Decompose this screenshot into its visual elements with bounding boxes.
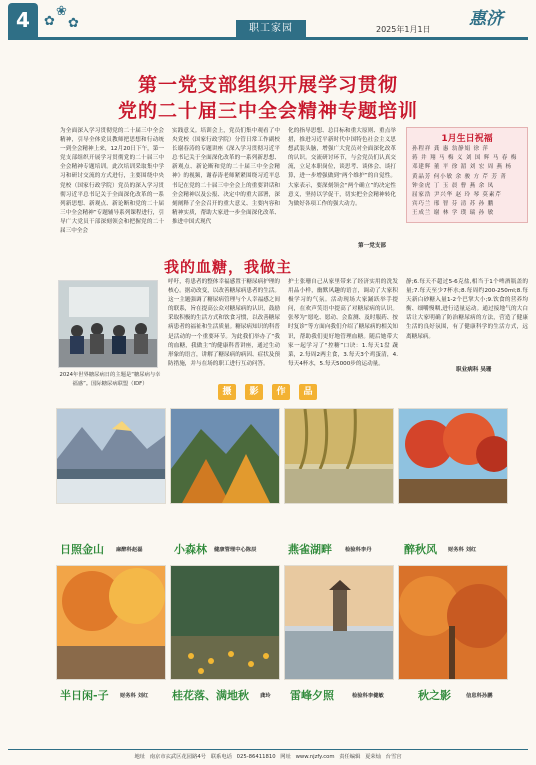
photo-autumn-wind — [398, 408, 508, 504]
headline-line-2: 党的二十届三中全会精神专题培训 — [117, 100, 418, 122]
photo-leifeng-pagoda — [284, 565, 394, 680]
photo-autumn-shadow — [398, 565, 508, 680]
birthday-row: 黄晶芳 何小敏 余 骏 方 芹 芳 菁 — [412, 173, 507, 180]
photo-title: 秋之影 — [418, 689, 451, 702]
photo-author: 信息科孙鹏 — [466, 693, 493, 699]
photo-author: 麻醉科赵磊 — [116, 547, 143, 553]
photo-half-day-leisure — [56, 565, 166, 680]
photo-small-forest — [170, 408, 280, 504]
meeting-photo-caption: 2024年世界糖尿病日的主题是“糖尿病与幸福感”。国际糖尿病联盟（IDF） — [59, 372, 161, 387]
photo-title: 日照金山 — [60, 543, 104, 556]
photo-sunlit-mountain — [56, 408, 166, 504]
birthday-row: 钟金虎 丁 玉 晨 曹 燕 余 凤 — [412, 182, 494, 189]
banner-char: 品 — [299, 384, 317, 400]
photo-author: 财务科 刘红 — [448, 547, 477, 553]
flower-icon: ✿ — [44, 14, 55, 29]
health-article-signature: 职业病科 吴珊 — [456, 367, 492, 373]
photo-author: 财务科 刘红 — [120, 693, 149, 699]
health-article-col-3: 静;6.每天不超过5-6克盐,相当于1个啤酒瓶盖的量;7.每天至少7杯水;8.每周约200-250ml;8.每天新白砂糖入量1-2个巴掌大小;9.饮食的营养均衡、细嚼慢咽,进行适量运动。通过接地气的大白话让大家明确了防治糖尿病的方法，营造了健康生活的良好氛围，有了健康科学的生活方式，远离糖尿病。 — [406, 279, 528, 340]
section-tab: 职工家园 — [236, 20, 306, 37]
meeting-photo — [58, 280, 158, 368]
banner-char: 摄 — [218, 384, 236, 400]
photo-lake-willow — [284, 408, 394, 504]
lead-article-col-3: 化的指导思想、总目标和重大原则、重点举措，推进习近平新时代中国特色社会主义思想武装头脑，增强广大党员对全面深化改革的认识。交流研讨环节，与会党员们认真交流，立足本职岗位，谈思考、谈体会、谈打算，进一步增强做到“两个维护”的自觉性。大家表示，要深刻领会“两个确立”的决定性意义，坚持以学促干，切实把全会精神转化为做好各项工作的强大动力。 — [288, 128, 396, 207]
lead-article-col-2: 实践意义。培训会上，党员们集中观看了中央党校（国家行政学院）分管日常工作副校长谢春涛的专题讲座《深入学习贯彻习近平总书记关于全面深化改革的一系列新思想、新观点、新论断和党的二十届三中全会精神》的视频，谢春涛老师紧紧围绕习近平总书记在党的二十届三中全会上的重要讲话和全会精神以及公报、决定中的重大部署，深刻阐释了全会召开的重大意义、主要内容和精神实质，帮助大家进一步全面深化改革、推进中国式现代 — [172, 128, 280, 225]
photo-title: 醉秋风 — [404, 543, 437, 556]
photo-author: 健康管理中心陈辰 — [214, 547, 257, 553]
photo-title: 燕雀湖畔 — [288, 543, 332, 556]
health-article-headline: 我的血糖，我做主 — [163, 258, 292, 276]
photo-author: 检验科李丹 — [345, 547, 372, 553]
photo-author: 检验科李健敏 — [352, 693, 384, 699]
headline-line-1: 第一党支部组织开展学习贯彻 — [137, 74, 398, 96]
health-article-col-1: 呼吁，将患者的整体幸福感置于糖尿病护理的核心。据动改变，以改善糖尿病患者的生活。这一主题强调了糖尿病管理与个人幸福感之间的联系，旨在提高公众对糖尿病的认识，鼓励采取积极的生活方式和饮食习惯，以改善糖尿病患者的福祉和生活质量。糖尿病知识的科普是活动的一个重要环节。为此我们举办了“我的血糖，我做主”的健康科普讲座，通过生动形象的语言，讲解了糖尿病的病因、症状及预防措施，并与在场的职工进行互动问答。 — [168, 279, 280, 367]
photo-osmanthus-fall — [170, 565, 280, 680]
header-rule — [8, 37, 528, 40]
birthday-row: 邓建辉 董 平 徐 湄 刘 宏 周 燕 杨 — [412, 164, 512, 171]
photo-title: 桂花落、满地秋 — [172, 689, 249, 702]
photo-title: 半日闲-子 — [60, 689, 109, 702]
gallery-banner — [218, 384, 318, 400]
photo-title: 雷峰夕照 — [290, 689, 334, 702]
banner-char: 作 — [272, 384, 290, 400]
footer-rule — [8, 749, 528, 750]
birthday-row: 王成兰 谢 林 学 璞 瑞 孙 敏 — [412, 210, 494, 217]
photo-title: 小森林 — [174, 543, 207, 556]
banner-char: 影 — [245, 384, 263, 400]
lead-article-signature: 第一党支部 — [358, 243, 386, 249]
newspaper-logo: 惠济 — [469, 9, 503, 29]
birthday-row: 宾巧兰 邢 智 芬 清 苏 孙 鹏 — [412, 201, 494, 208]
photo-author: 龚玲 — [260, 693, 271, 699]
birthday-box — [406, 127, 528, 223]
birthday-names — [412, 145, 524, 219]
page-number: 4 — [8, 3, 38, 37]
flower-icon: ✿ — [68, 16, 79, 31]
birthday-row: 屈家浩 尹兴华 赵 玲 琴 莫素芹 — [412, 192, 502, 199]
birthday-title: 1月生日祝福 — [441, 134, 493, 144]
flower-icon: ❀ — [56, 4, 67, 19]
birthday-row: 孙程祥 龚 惠 翁静娟 徐 萍 — [412, 146, 489, 152]
footer-info: 地址 南京市玄武区花园路4号 联系电话 025-86411810 网址 www.njzfy.com 责任编辑 夏荣灿 台雪宫 — [134, 754, 402, 760]
issue-date: 2025年1月1日 — [376, 25, 431, 34]
health-article-col-2: 护士张珊自己从家里带来了经济实用的洗发用品小样，幽默风趣的语言，调动了大家积极学习的气氛。活动现场大家踊跃举手提问，在欢声笑语中提高了对糖尿病的认识。张琴为“愿吃、愿动、会监测、及时服药、按时复诊”等方面向我们介绍了糖尿病的相关知识，帮助我们更好地管理血糖。随后她带大家一起学习了“控糖”口诀：1.每天1盘 蔬菜，2.每周2两主食，3.每天3个鸡蛋清，4.每天4杯水，5.每天5000步的运动量。 — [288, 279, 398, 367]
lead-article-col-1: 为全面深入学习贯彻党的二十届三中全会精神，引导全体党员教师把思想和行动统一到全会精神上来，12月20日下午，第一党支部组织开展学习贯彻党的二十届三中全会精神专题培训。此次培训采取集中学习和研讨交流的方式进行，主要围绕中央党校（国家行政学院）党员的深入学习贯彻习近平总书记关于全面深化改革的一系列新思想、新观点、新论断和党的二十届三中全会精神”专题辅导系列课程进行，引导广大党员干部深刻领会和把握党的二十届三中全会 — [60, 128, 164, 235]
birthday-row: 蒋 井 翔 马 梅 义 刘 国 辉 马 春 梅 — [412, 155, 518, 162]
